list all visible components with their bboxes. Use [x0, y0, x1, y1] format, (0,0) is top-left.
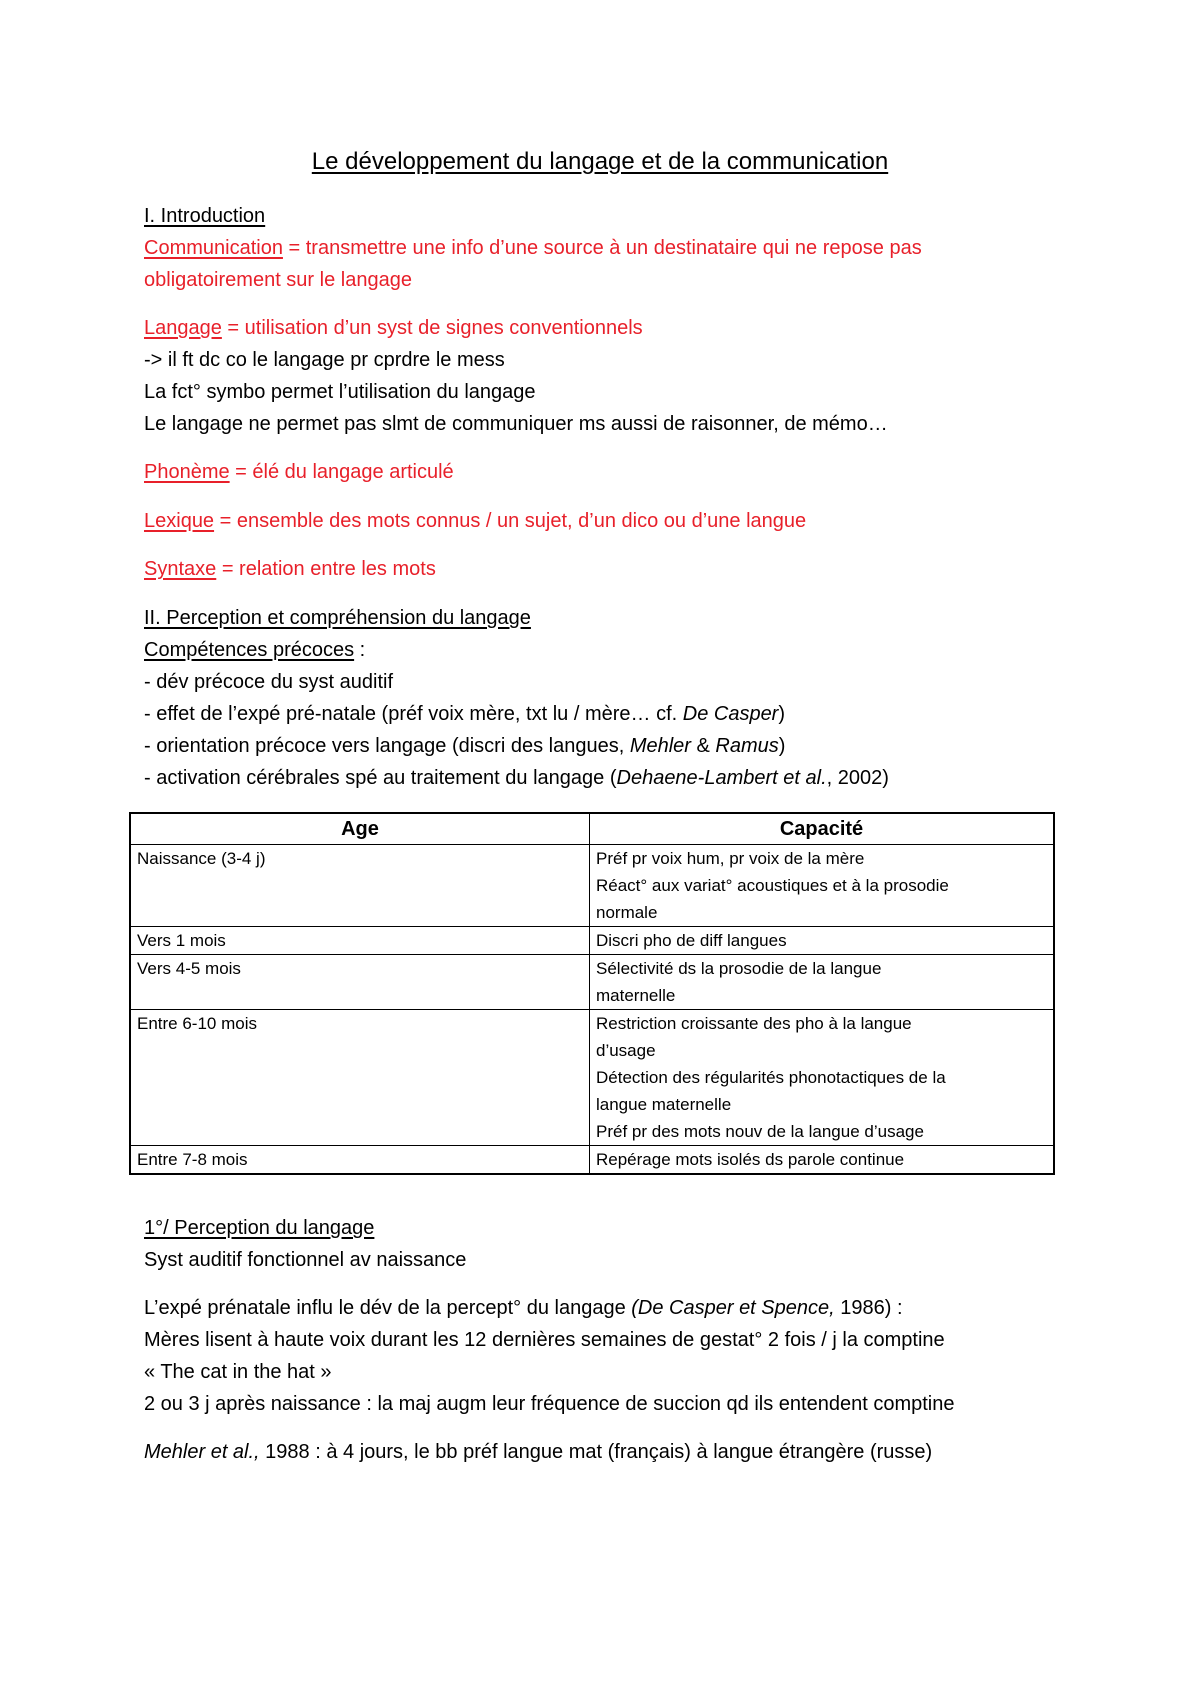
paragraph-line: Mères lisent à haute voix durant les 12 dernières semaines de gestat° 2 fois / j la comptine [144, 1329, 945, 1351]
definition-syntaxe [144, 557, 436, 581]
cell-capacite [590, 845, 1055, 927]
cell-line: Détection des régularités phonotactiques de la [596, 1068, 946, 1087]
list-item-amp: & [690, 735, 716, 757]
capacities-table [129, 812, 1055, 1175]
column-header-age: Age [130, 813, 590, 845]
cell-age: Vers 4-5 mois [130, 955, 590, 1010]
list-item-end: ) [778, 703, 786, 725]
definition-text: = transmettre une info d’une source à un destinataire qui ne repose pas [282, 237, 922, 259]
section-heading-perception-langage: 1°/ Perception du langage [144, 1217, 375, 1239]
table-row [130, 955, 1054, 1010]
paragraph-text: 1988 : à 4 jours, le bb préf langue mat (français) à langue étrangère (russe) [259, 1441, 933, 1463]
citation: Ramus [715, 735, 779, 757]
list-item [144, 734, 785, 758]
subheading-text: Compétences précoces [144, 639, 355, 661]
list-item [144, 702, 785, 726]
table-row [130, 1010, 1054, 1146]
citation: Mehler et al., [144, 1441, 260, 1463]
column-header-capacite: Capacité [590, 813, 1055, 845]
cell-line: Restriction croissante des pho à la langue [596, 1014, 912, 1033]
list-item-text: - orientation précoce vers langage (discri des langues, [144, 735, 630, 757]
cell-line: Préf pr des mots nouv de la langue d’usage [596, 1122, 924, 1141]
subheading-colon: : [354, 639, 366, 661]
citation: (De Casper et Spence, [631, 1297, 835, 1319]
definition-communication [144, 236, 922, 260]
term-langage: Langage [144, 317, 222, 339]
subheading-competences [144, 638, 365, 662]
definition-lexique [144, 509, 806, 533]
paragraph-line [144, 1440, 932, 1464]
cell-line: normale [596, 903, 658, 922]
term-lexique: Lexique [144, 510, 215, 532]
note-line: La fct° symbo permet l’utilisation du langage [144, 381, 536, 403]
table-header-row [130, 813, 1054, 845]
cell-age: Vers 1 mois [130, 927, 590, 955]
cell-line: d’usage [596, 1041, 656, 1060]
cell-line: Discri pho de diff langues [596, 931, 787, 950]
definition-text: = ensemble des mots connus / un sujet, d’un dico ou d’une langue [214, 510, 807, 532]
cell-line: maternelle [596, 986, 676, 1005]
definition-phoneme [144, 460, 454, 484]
cell-age: Entre 6-10 mois [130, 1010, 590, 1146]
cell-capacite [590, 927, 1055, 955]
section-heading-introduction: I. Introduction [144, 205, 266, 227]
cell-line: Réact° aux variat° acoustiques et à la prosodie [596, 876, 949, 895]
term-phoneme: Phonème [144, 461, 230, 483]
list-item-text: - activation cérébrales spé au traitement du langage ( [144, 767, 617, 789]
list-item-text: - effet de l’expé pré-natale (préf voix mère, txt lu / mère… cf. [144, 703, 683, 725]
cell-line: Repérage mots isolés ds parole continue [596, 1150, 905, 1169]
page-title: Le développement du langage et de la communication [311, 148, 889, 175]
paragraph-line: « The cat in the hat » [144, 1361, 332, 1383]
paragraph-line: Syst auditif fonctionnel av naissance [144, 1249, 467, 1271]
list-item [144, 766, 889, 790]
paragraph-text: L’expé prénatale influ le dév de la percept° du langage [144, 1297, 632, 1319]
definition-text: = utilisation d’un syst de signes conventionnels [221, 317, 643, 339]
note-line: Le langage ne permet pas slmt de communiquer ms aussi de raisonner, de mémo… [144, 413, 888, 435]
list-item-end: ) [778, 735, 786, 757]
table-row [130, 927, 1054, 955]
list-item-end: , 2002) [826, 767, 889, 789]
citation: Dehaene-Lambert et al. [616, 767, 827, 789]
cell-line: Préf pr voix hum, pr voix de la mère [596, 849, 865, 868]
table-row [130, 1146, 1054, 1175]
paragraph-end: 1986) : [834, 1297, 903, 1319]
table-row [130, 845, 1054, 927]
citation: De Casper [682, 703, 779, 725]
list-item: - dév précoce du syst auditif [144, 671, 394, 693]
cell-line: langue maternelle [596, 1095, 732, 1114]
cell-age: Entre 7-8 mois [130, 1146, 590, 1175]
definition-text: = élé du langage articulé [229, 461, 454, 483]
cell-line: Sélectivité ds la prosodie de la langue [596, 959, 882, 978]
paragraph-line: 2 ou 3 j après naissance : la maj augm leur fréquence de succion qd ils entendent comptine [144, 1393, 955, 1415]
section-heading-perception: II. Perception et compréhension du langage [144, 607, 531, 629]
cell-capacite [590, 1146, 1055, 1175]
paragraph-line [144, 1296, 903, 1320]
note-line: -> il ft dc co le langage pr cprdre le mess [144, 349, 505, 371]
term-syntaxe: Syntaxe [144, 558, 217, 580]
cell-capacite [590, 1010, 1055, 1146]
definition-text: = relation entre les mots [216, 558, 436, 580]
cell-capacite [590, 955, 1055, 1010]
definition-langage [144, 316, 643, 340]
definition-communication-cont: obligatoirement sur le langage [144, 269, 412, 291]
citation: Mehler [629, 735, 691, 757]
cell-age: Naissance (3-4 j) [130, 845, 590, 927]
term-communication: Communication [144, 237, 283, 259]
